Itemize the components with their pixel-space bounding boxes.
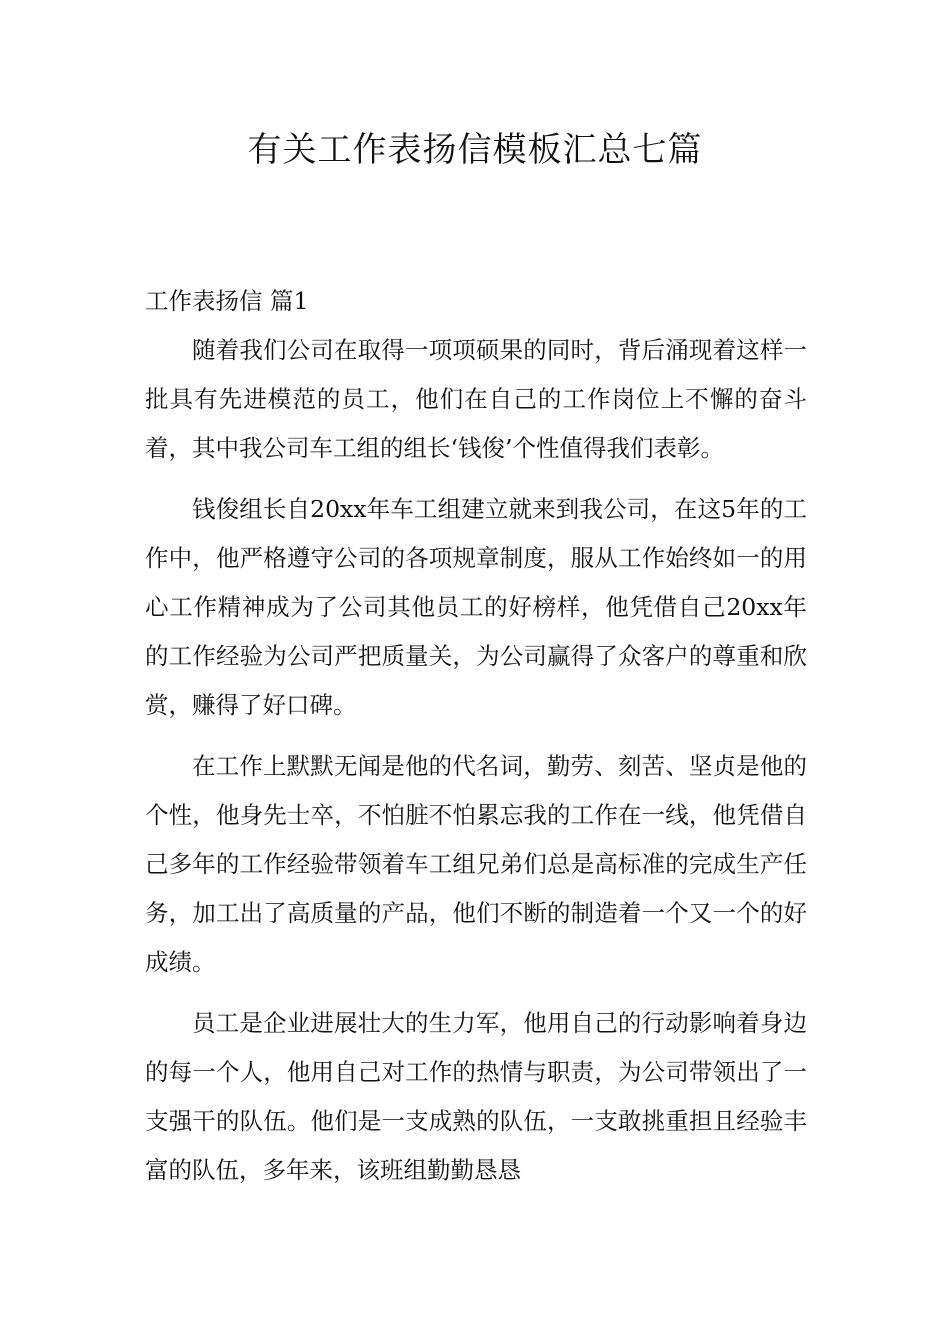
section-heading: 工作表扬信 篇1: [145, 287, 309, 315]
paragraph: 员工是企业进展壮大的生力军，他用自己的行动影响着身边的每一个人，他用自己对工作的热情与职责，为公司带领出了一支强干的队伍。他们是一支成熟的队伍，一支敢挑重担且经验丰富的队伍，多年来，该班组勤勤恳恳: [145, 1009, 807, 1184]
paragraph: 随着我们公司在取得一项项硕果的同时，背后涌现着这样一批具有先进模范的员工，他们在自己的工作岗位上不懈的奋斗着，其中我公司车工组的组长‘钱俊’个性值得我们表彰。: [145, 336, 807, 462]
document-title: 有关工作表扬信模板汇总七篇: [247, 130, 703, 170]
paragraph: 钱俊组长自20xx年车工组建立就来到我公司，在这5年的工作中，他严格遵守公司的各项规章制度，服从工作始终如一的用心工作精神成为了公司其他员工的好榜样，他凭借自己20xx年的工作经验为公司严把质量关，为公司赢得了众客户的尊重和欣赏，赚得了好口碑。: [145, 495, 807, 719]
document-body: [145, 277, 807, 1207]
paragraph: 在工作上默默无闻是他的代名词，勤劳、刻苦、坚贞是他的个性，他身先士卒，不怕脏不怕累忘我的工作在一线，他凭借自己多年的工作经验带领着车工组兄弟们总是高标准的完成生产任务，加工出了高质量的产品，他们不断的制造着一个又一个的好成绩。: [145, 752, 807, 976]
